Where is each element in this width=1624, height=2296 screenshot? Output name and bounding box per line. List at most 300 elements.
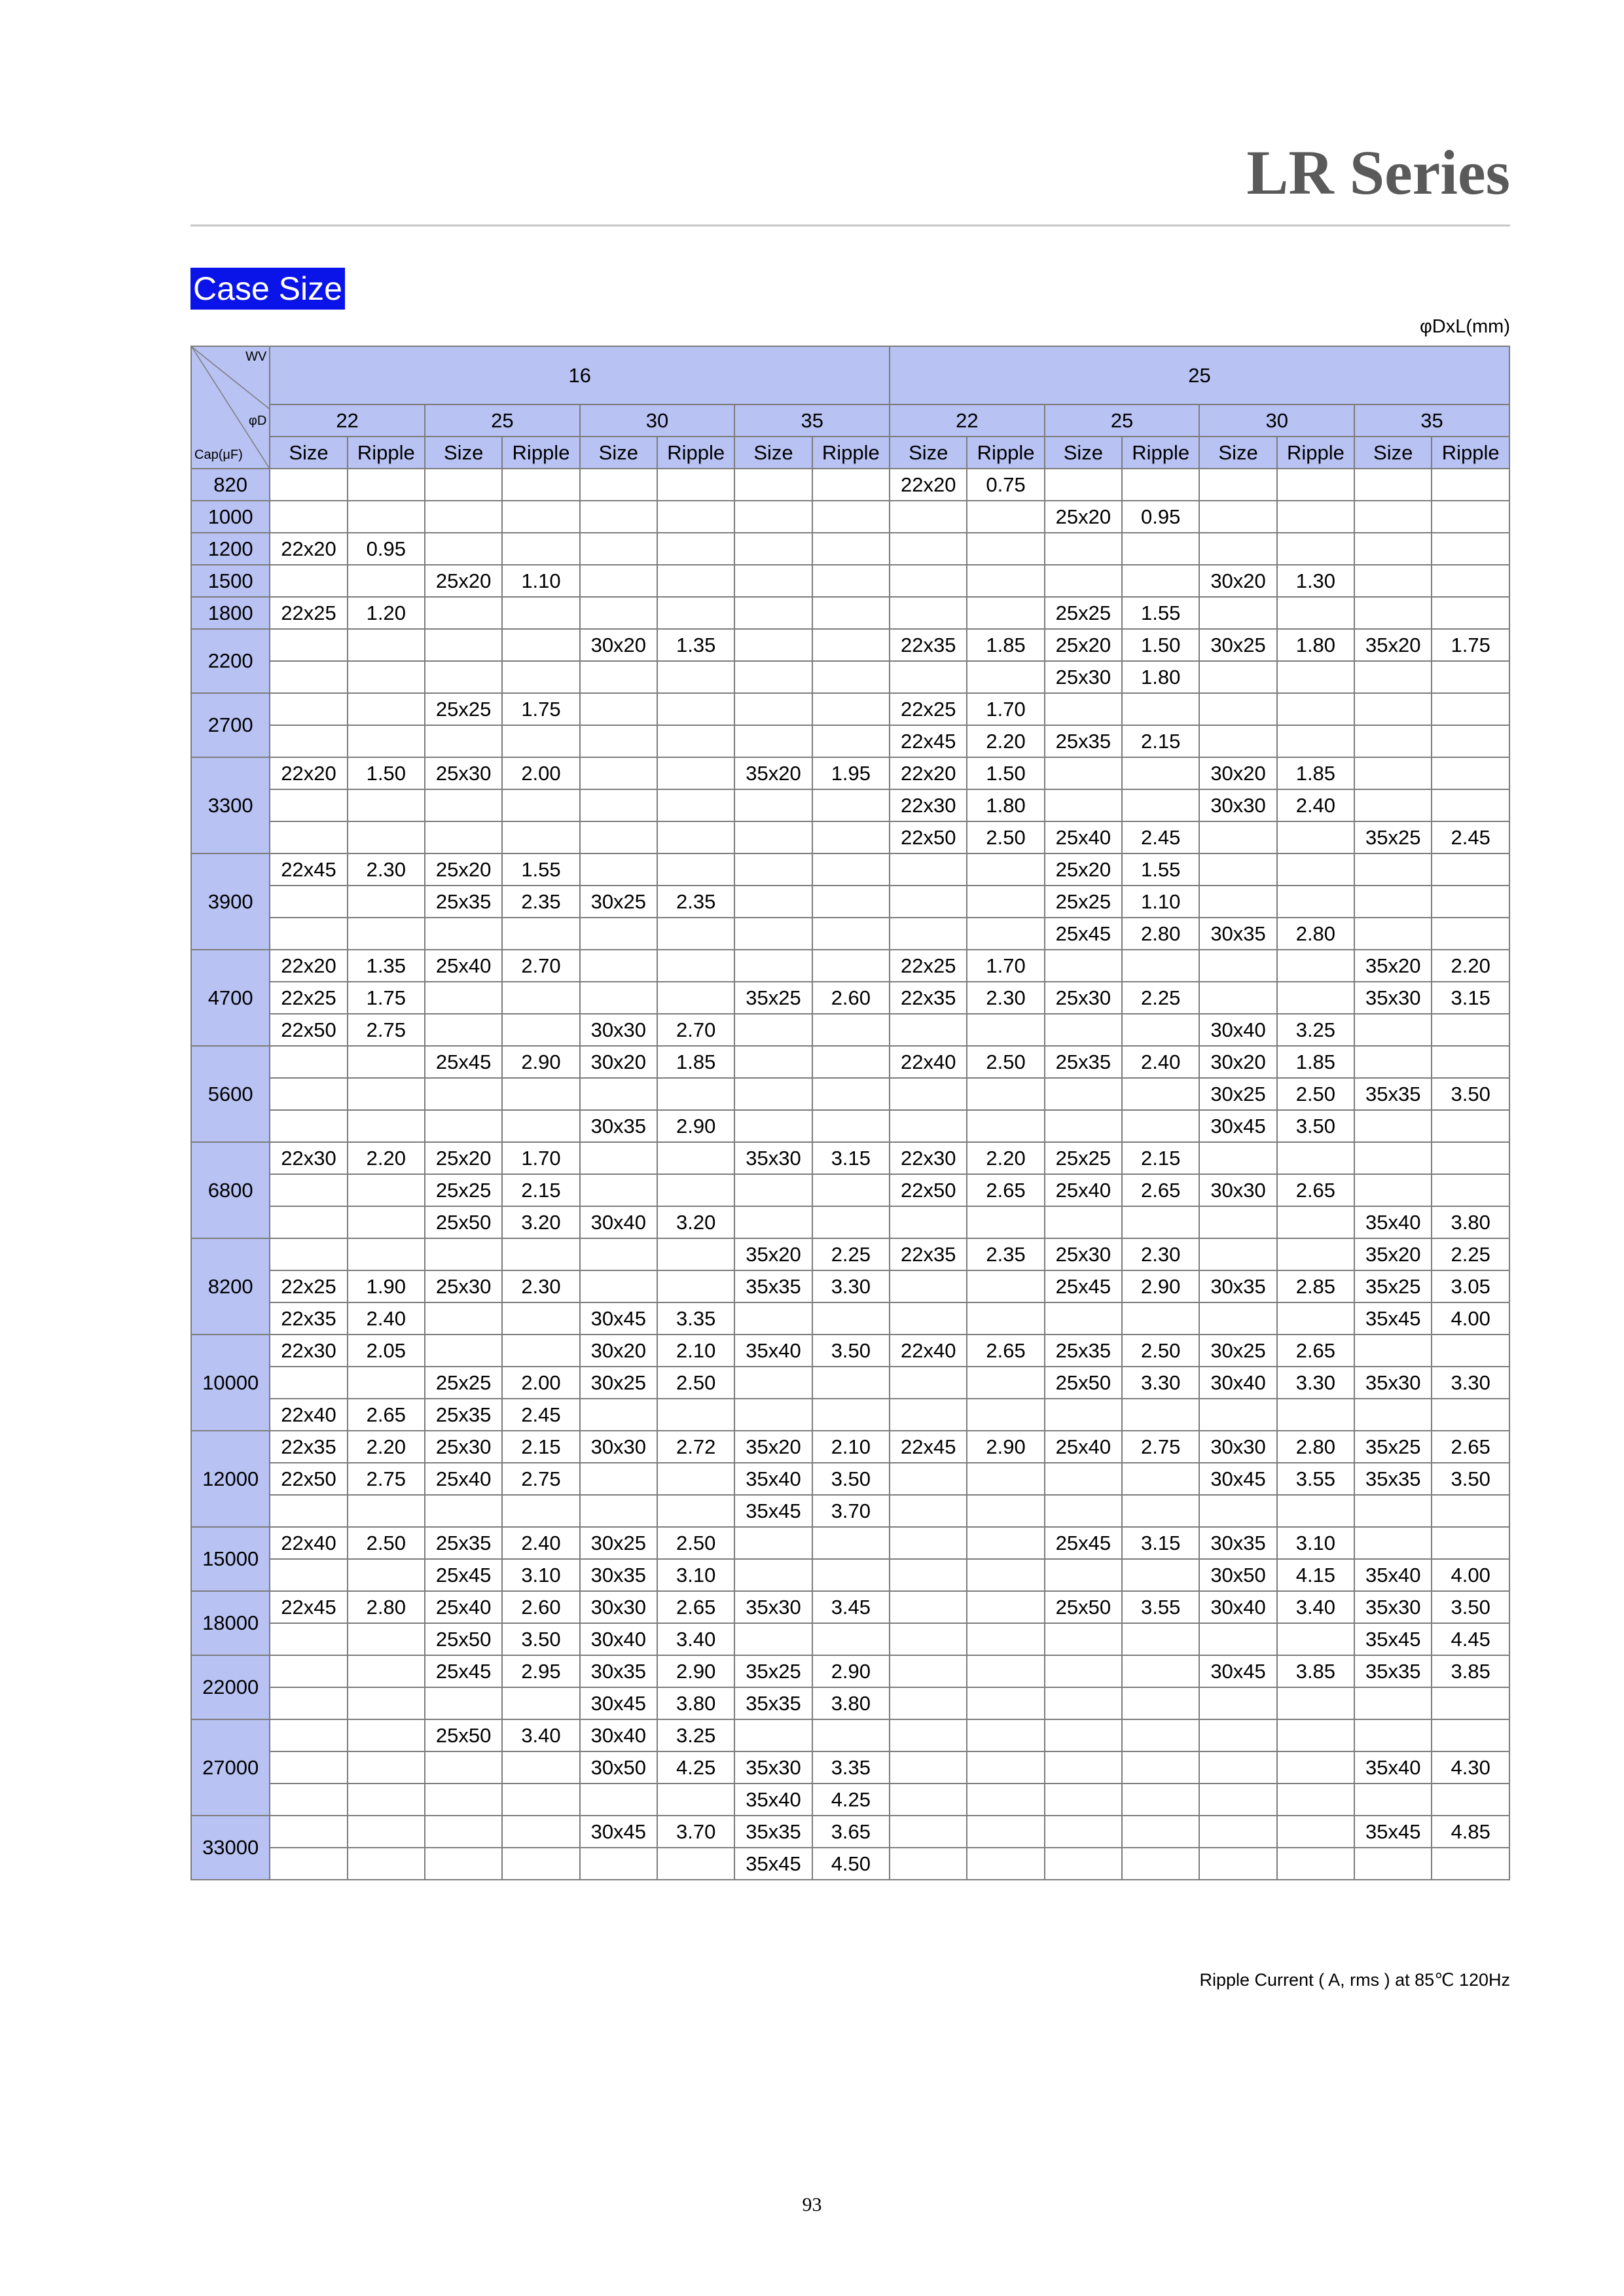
diameter-header: 25 [425, 404, 580, 437]
size-cell: 25x25 [425, 1174, 502, 1206]
ripple-cell [348, 1110, 425, 1142]
ripple-cell [812, 1110, 890, 1142]
ripple-cell [348, 1046, 425, 1078]
size-cell [1199, 469, 1276, 501]
ripple-cell [657, 1495, 734, 1527]
size-cell [270, 501, 347, 533]
ripple-cell: 2.35 [657, 886, 734, 918]
ripple-cell [502, 1687, 579, 1719]
ripple-cell [1122, 533, 1199, 565]
table-row [191, 1623, 1509, 1655]
size-cell: 35x25 [734, 1655, 812, 1687]
ripple-cell [967, 533, 1044, 565]
ripple-cell [1277, 1784, 1354, 1816]
ripple-cell: 2.90 [502, 1046, 579, 1078]
ripple-cell: 3.50 [1432, 1591, 1509, 1623]
ripple-cell [502, 661, 579, 693]
ripple-cell [812, 1046, 890, 1078]
ripple-cell: 3.50 [1432, 1078, 1509, 1110]
ripple-cell [812, 597, 890, 629]
ripple-cell [502, 821, 579, 853]
ripple-cell [812, 501, 890, 533]
ripple-cell: 3.30 [1122, 1367, 1199, 1399]
ripple-cell: 2.80 [348, 1591, 425, 1623]
size-cell: 30x30 [580, 1591, 657, 1623]
ripple-cell: 1.50 [967, 757, 1044, 789]
ripple-cell [348, 1784, 425, 1816]
ripple-cell [657, 757, 734, 789]
ripple-cell [1122, 1014, 1199, 1046]
size-cell [1354, 725, 1432, 757]
size-cell: 25x40 [425, 950, 502, 982]
table-row [191, 1591, 1509, 1623]
size-cell [425, 1848, 502, 1880]
size-cell [580, 1784, 657, 1816]
size-cell [1045, 757, 1122, 789]
ripple-cell [1432, 1399, 1509, 1431]
ripple-cell: 2.90 [967, 1431, 1044, 1463]
size-cell: 22x35 [270, 1431, 347, 1463]
size-cell [580, 1174, 657, 1206]
ripple-cell: 2.30 [967, 982, 1044, 1014]
size-cell [890, 1463, 967, 1495]
ripple-cell: 3.55 [1277, 1463, 1354, 1495]
size-cell [270, 1751, 347, 1784]
size-cell: 35x35 [734, 1270, 812, 1302]
size-cell [1045, 1110, 1122, 1142]
ripple-cell: 3.55 [1122, 1591, 1199, 1623]
size-cell [1354, 1687, 1432, 1719]
size-cell: 30x40 [1199, 1367, 1276, 1399]
size-cell [1199, 982, 1276, 1014]
size-cell: 25x40 [1045, 821, 1122, 853]
size-cell [1199, 1495, 1276, 1527]
ripple-cell: 3.50 [502, 1623, 579, 1655]
size-cell [890, 1784, 967, 1816]
ripple-cell [812, 693, 890, 725]
table-row [191, 1495, 1509, 1527]
ripple-cell [1277, 1848, 1354, 1880]
size-cell [1354, 918, 1432, 950]
ripple-cell: 2.40 [1277, 789, 1354, 821]
size-cell [890, 1399, 967, 1431]
size-cell: 25x30 [1045, 982, 1122, 1014]
capacitance-cell: 6800 [191, 1142, 270, 1238]
ripple-cell: 2.65 [967, 1174, 1044, 1206]
ripple-cell [1122, 1719, 1199, 1751]
size-cell [1199, 725, 1276, 757]
ripple-cell [1122, 1110, 1199, 1142]
size-cell: 22x50 [890, 821, 967, 853]
size-cell [1199, 1302, 1276, 1335]
size-cell [1354, 1719, 1432, 1751]
ripple-cell [1432, 501, 1509, 533]
ripple-cell [348, 1655, 425, 1687]
ripple-cell: 3.80 [1432, 1206, 1509, 1238]
ripple-cell [1122, 469, 1199, 501]
table-row [191, 597, 1509, 629]
size-cell [1354, 757, 1432, 789]
ripple-cell: 1.35 [348, 950, 425, 982]
size-cell [425, 1302, 502, 1335]
ripple-cell [502, 1078, 579, 1110]
size-cell [1354, 789, 1432, 821]
ripple-cell [812, 1623, 890, 1655]
voltage-header: 16 [270, 346, 890, 404]
size-cell [890, 1591, 967, 1623]
ripple-cell [348, 886, 425, 918]
size-cell [734, 1623, 812, 1655]
ripple-cell [348, 1238, 425, 1270]
size-cell [425, 1816, 502, 1848]
size-cell [270, 725, 347, 757]
size-cell: 30x25 [580, 886, 657, 918]
size-cell: 30x20 [580, 1335, 657, 1367]
ripple-cell: 3.50 [812, 1463, 890, 1495]
size-cell [425, 1078, 502, 1110]
ripple-cell [502, 918, 579, 950]
ripple-cell [1122, 1655, 1199, 1687]
ripple-cell: 3.10 [657, 1559, 734, 1591]
size-cell: 25x45 [425, 1046, 502, 1078]
ripple-cell: 1.70 [967, 693, 1044, 725]
size-cell: 35x40 [734, 1463, 812, 1495]
ripple-cell: 3.25 [1277, 1014, 1354, 1046]
ripple-cell: 4.30 [1432, 1751, 1509, 1784]
capacitance-cell: 2700 [191, 693, 270, 757]
ripple-header: Ripple [967, 437, 1044, 469]
size-cell: 35x35 [1354, 1463, 1432, 1495]
ripple-cell [1277, 661, 1354, 693]
ripple-cell [657, 982, 734, 1014]
size-cell [425, 533, 502, 565]
size-cell [734, 1367, 812, 1399]
ripple-cell [1432, 1495, 1509, 1527]
size-cell: 30x45 [1199, 1110, 1276, 1142]
size-cell: 30x20 [1199, 1046, 1276, 1078]
ripple-cell [1432, 1174, 1509, 1206]
diameter-header: 22 [270, 404, 425, 437]
ripple-cell [348, 821, 425, 853]
footnote: Ripple Current ( A, rms ) at 85℃ 120Hz [1199, 1970, 1510, 1990]
ripple-cell [967, 918, 1044, 950]
ripple-cell [967, 1110, 1044, 1142]
ripple-cell [967, 1816, 1044, 1848]
size-cell [580, 469, 657, 501]
size-cell [580, 950, 657, 982]
ripple-cell: 1.85 [1277, 1046, 1354, 1078]
ripple-cell: 3.80 [812, 1687, 890, 1719]
size-cell: 30x20 [1199, 757, 1276, 789]
corner-wv-label: WV [245, 350, 267, 364]
size-cell: 22x20 [890, 757, 967, 789]
ripple-cell: 1.85 [967, 629, 1044, 661]
size-cell: 35x40 [1354, 1206, 1432, 1238]
size-cell [270, 1206, 347, 1238]
ripple-cell [1122, 1559, 1199, 1591]
ripple-cell [1277, 886, 1354, 918]
ripple-cell [1277, 1238, 1354, 1270]
size-cell [734, 661, 812, 693]
ripple-cell [967, 1078, 1044, 1110]
capacitance-cell: 3900 [191, 853, 270, 950]
size-cell: 30x25 [1199, 1078, 1276, 1110]
ripple-cell [502, 1110, 579, 1142]
size-cell: 35x40 [1354, 1559, 1432, 1591]
size-cell: 35x35 [734, 1816, 812, 1848]
size-cell: 35x35 [1354, 1078, 1432, 1110]
size-cell [580, 725, 657, 757]
ripple-cell [1277, 1399, 1354, 1431]
ripple-cell: 4.15 [1277, 1559, 1354, 1591]
capacitance-cell: 4700 [191, 950, 270, 1046]
size-cell: 25x35 [1045, 1335, 1122, 1367]
size-cell: 25x35 [425, 1527, 502, 1559]
size-cell: 30x35 [580, 1559, 657, 1591]
ripple-cell: 4.25 [812, 1784, 890, 1816]
ripple-cell: 2.90 [657, 1110, 734, 1142]
capacitance-cell: 2200 [191, 629, 270, 693]
size-cell: 22x50 [270, 1463, 347, 1495]
ripple-cell [502, 629, 579, 661]
size-cell: 25x25 [1045, 1142, 1122, 1174]
size-cell [1045, 1784, 1122, 1816]
ripple-cell [502, 1238, 579, 1270]
size-cell: 30x40 [1199, 1014, 1276, 1046]
ripple-cell: 3.85 [1432, 1655, 1509, 1687]
size-cell [425, 501, 502, 533]
ripple-cell [657, 1848, 734, 1880]
ripple-cell [812, 1206, 890, 1238]
ripple-cell: 2.20 [967, 725, 1044, 757]
size-cell: 25x45 [1045, 1527, 1122, 1559]
ripple-cell [812, 918, 890, 950]
size-cell [1045, 1687, 1122, 1719]
size-cell [1354, 469, 1432, 501]
size-cell: 35x20 [734, 1238, 812, 1270]
ripple-cell: 2.65 [1432, 1431, 1509, 1463]
size-cell [1354, 1174, 1432, 1206]
size-cell: 35x25 [734, 982, 812, 1014]
ripple-cell [502, 1848, 579, 1880]
ripple-cell: 2.30 [502, 1270, 579, 1302]
size-cell [1045, 1655, 1122, 1687]
size-cell: 25x40 [1045, 1174, 1122, 1206]
ripple-cell: 3.50 [1432, 1463, 1509, 1495]
ripple-cell [967, 1302, 1044, 1335]
page-number: 93 [802, 2194, 822, 2215]
size-cell [1199, 1816, 1276, 1848]
size-cell [580, 1399, 657, 1431]
ripple-cell [812, 853, 890, 886]
size-cell [890, 1655, 967, 1687]
size-cell: 22x45 [270, 1591, 347, 1623]
size-cell: 30x30 [1199, 1174, 1276, 1206]
ripple-cell: 1.70 [502, 1142, 579, 1174]
size-cell [1354, 661, 1432, 693]
ripple-cell: 2.65 [967, 1335, 1044, 1367]
size-cell [425, 918, 502, 950]
size-cell [270, 1238, 347, 1270]
size-cell [734, 1014, 812, 1046]
size-cell: 35x30 [734, 1591, 812, 1623]
ripple-cell [812, 1014, 890, 1046]
ripple-cell [1122, 1495, 1199, 1527]
size-cell [580, 853, 657, 886]
ripple-cell [1277, 1751, 1354, 1784]
size-cell [1199, 886, 1276, 918]
ripple-cell [1277, 1623, 1354, 1655]
size-cell [580, 757, 657, 789]
ripple-cell [657, 725, 734, 757]
size-cell: 35x25 [1354, 1431, 1432, 1463]
size-cell [1045, 1719, 1122, 1751]
table-row [191, 1302, 1509, 1335]
size-cell [580, 1495, 657, 1527]
ripple-cell [348, 629, 425, 661]
ripple-cell: 3.20 [657, 1206, 734, 1238]
ripple-cell: 2.50 [1277, 1078, 1354, 1110]
ripple-cell [812, 725, 890, 757]
capacitance-cell: 33000 [191, 1816, 270, 1880]
ripple-cell: 2.00 [502, 757, 579, 789]
size-cell: 25x30 [425, 1431, 502, 1463]
size-cell: 30x40 [580, 1719, 657, 1751]
size-cell [890, 886, 967, 918]
ripple-cell [657, 533, 734, 565]
size-cell [580, 565, 657, 597]
ripple-cell: 2.35 [502, 886, 579, 918]
size-cell [580, 982, 657, 1014]
ripple-cell: 2.65 [1277, 1335, 1354, 1367]
ripple-cell [967, 1495, 1044, 1527]
ripple-cell [502, 501, 579, 533]
size-cell [1354, 1784, 1432, 1816]
ripple-cell [502, 1816, 579, 1848]
size-cell: 25x30 [1045, 661, 1122, 693]
size-cell [1199, 821, 1276, 853]
size-cell: 22x20 [270, 757, 347, 789]
ripple-cell: 3.25 [657, 1719, 734, 1751]
table-row [191, 1014, 1509, 1046]
ripple-cell [1122, 1302, 1199, 1335]
ripple-cell: 2.65 [348, 1399, 425, 1431]
size-cell: 30x25 [580, 1367, 657, 1399]
ripple-cell [1432, 565, 1509, 597]
size-cell [734, 886, 812, 918]
ripple-header: Ripple [502, 437, 579, 469]
corner-cap-label: Cap(μF) [194, 448, 243, 462]
size-cell [1354, 1142, 1432, 1174]
size-cell [1199, 533, 1276, 565]
size-cell: 30x35 [580, 1655, 657, 1687]
ripple-cell [967, 886, 1044, 918]
size-cell: 22x20 [270, 533, 347, 565]
ripple-cell: 3.65 [812, 1816, 890, 1848]
size-cell [580, 1078, 657, 1110]
ripple-cell [1432, 1687, 1509, 1719]
ripple-cell: 1.75 [502, 693, 579, 725]
size-cell: 30x20 [1199, 565, 1276, 597]
size-cell: 35x20 [1354, 629, 1432, 661]
size-cell [580, 501, 657, 533]
size-cell [890, 565, 967, 597]
size-cell [890, 1623, 967, 1655]
size-cell [1354, 1848, 1432, 1880]
ripple-cell [1277, 1816, 1354, 1848]
ripple-cell: 3.70 [657, 1816, 734, 1848]
table-row [191, 1078, 1509, 1110]
ripple-cell [657, 501, 734, 533]
ripple-cell: 3.50 [812, 1335, 890, 1367]
capacitance-cell: 10000 [191, 1335, 270, 1431]
size-cell: 35x20 [734, 757, 812, 789]
ripple-cell [1277, 1206, 1354, 1238]
ripple-cell [1122, 1623, 1199, 1655]
ripple-cell: 1.55 [502, 853, 579, 886]
ripple-cell [348, 693, 425, 725]
ripple-cell: 1.90 [348, 1270, 425, 1302]
ripple-cell [1432, 918, 1509, 950]
ripple-cell [502, 1014, 579, 1046]
ripple-cell [967, 1463, 1044, 1495]
ripple-cell: 2.30 [348, 853, 425, 886]
size-cell: 30x40 [1199, 1591, 1276, 1623]
ripple-cell [1432, 1046, 1509, 1078]
size-cell: 22x45 [890, 1431, 967, 1463]
ripple-cell [1277, 1687, 1354, 1719]
size-cell [1354, 501, 1432, 533]
ripple-cell [348, 1623, 425, 1655]
size-cell [1354, 1046, 1432, 1078]
ripple-cell: 2.15 [502, 1174, 579, 1206]
ripple-cell: 2.50 [348, 1527, 425, 1559]
ripple-cell [812, 1174, 890, 1206]
table-row [191, 1751, 1509, 1784]
size-cell: 25x50 [425, 1719, 502, 1751]
ripple-cell [812, 533, 890, 565]
size-cell [270, 1078, 347, 1110]
ripple-cell [1277, 1302, 1354, 1335]
size-cell [734, 950, 812, 982]
table-row [191, 853, 1509, 886]
ripple-cell [1432, 725, 1509, 757]
ripple-cell [657, 950, 734, 982]
table-row [191, 1719, 1509, 1751]
diameter-header: 22 [890, 404, 1045, 437]
size-cell [1199, 1238, 1276, 1270]
ripple-cell: 2.60 [812, 982, 890, 1014]
ripple-cell [657, 1078, 734, 1110]
size-cell [1354, 1110, 1432, 1142]
ripple-cell: 2.10 [657, 1335, 734, 1367]
size-cell [425, 629, 502, 661]
size-cell [890, 1848, 967, 1880]
size-cell [734, 1719, 812, 1751]
ripple-cell [1277, 597, 1354, 629]
size-cell [1199, 597, 1276, 629]
ripple-cell [348, 1367, 425, 1399]
size-cell [270, 469, 347, 501]
ripple-cell [967, 565, 1044, 597]
size-cell [734, 1399, 812, 1431]
size-header: Size [1354, 437, 1432, 469]
size-cell: 25x45 [425, 1559, 502, 1591]
ripple-cell [657, 1174, 734, 1206]
ripple-cell [1122, 1784, 1199, 1816]
size-cell [425, 1687, 502, 1719]
table-row [191, 1527, 1509, 1559]
